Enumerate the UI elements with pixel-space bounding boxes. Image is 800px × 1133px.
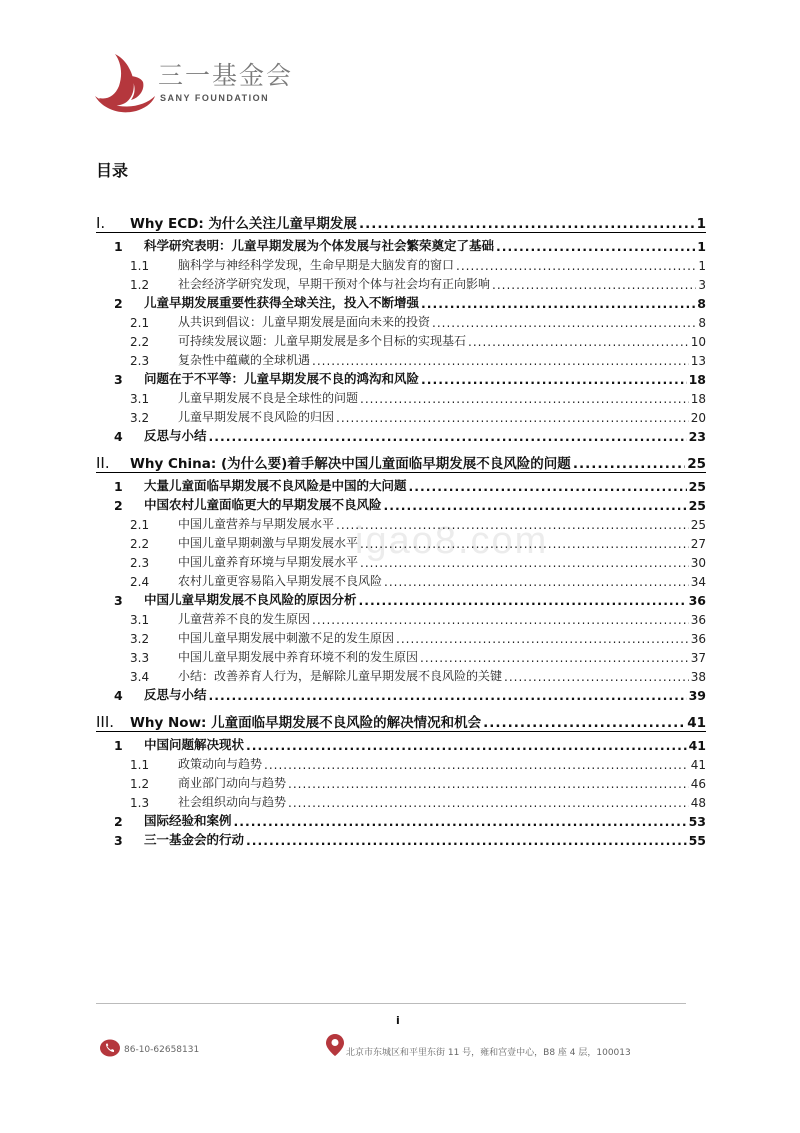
toc-entry-page: 18 bbox=[690, 392, 706, 406]
toc-entry-page: 1 bbox=[696, 216, 706, 232]
toc-title: 目录 bbox=[96, 161, 129, 180]
toc-entry-number: II. bbox=[96, 454, 110, 472]
toc-dot-leader bbox=[312, 615, 689, 627]
toc-entry-level2[interactable] bbox=[96, 292, 706, 311]
toc-entry-page: 36 bbox=[688, 593, 706, 608]
toc-entry-level3[interactable] bbox=[96, 387, 706, 406]
toc-dot-leader bbox=[360, 539, 689, 551]
toc-entry-number: 2.3 bbox=[130, 354, 150, 368]
toc-entry-level2[interactable] bbox=[96, 494, 706, 513]
toc-entry-number: 2.2 bbox=[130, 537, 150, 551]
toc-dot-leader bbox=[359, 596, 687, 609]
toc-dot-leader bbox=[421, 375, 687, 388]
toc-entry-level2[interactable] bbox=[96, 368, 706, 387]
toc-dot-leader bbox=[312, 356, 689, 368]
toc-entry-level2[interactable] bbox=[96, 684, 706, 703]
toc-entry-level3[interactable] bbox=[96, 532, 706, 551]
toc-entry-number: 4 bbox=[114, 429, 123, 444]
footer-address: 北京市东城区和平里东街 11 号，雍和宫壹中心，B8 座 4 层，100013 bbox=[346, 1048, 631, 1058]
toc-entry-title: 问题在于不平等：儿童早期发展不良的鸿沟和风险 bbox=[144, 371, 420, 386]
toc-entry-title: 三一基金会的行动 bbox=[144, 832, 245, 847]
toc-dot-leader bbox=[496, 242, 695, 255]
toc-dot-leader bbox=[504, 672, 689, 684]
toc-entry-page: 18 bbox=[688, 372, 706, 387]
toc-entry-title: 复杂性中蕴藏的全球机遇 bbox=[178, 353, 311, 367]
toc-entry-level2[interactable] bbox=[96, 589, 706, 608]
toc-entry-level2[interactable] bbox=[96, 734, 706, 753]
page-number: i bbox=[396, 1014, 400, 1027]
toc-entry-level1[interactable] bbox=[96, 709, 706, 732]
toc-entry-title: 中国儿童早期发展中养育环境不利的发生原因 bbox=[178, 650, 419, 664]
toc-entry-level2[interactable] bbox=[96, 235, 706, 254]
toc-dot-leader bbox=[360, 558, 689, 570]
toc-entry-level3[interactable] bbox=[96, 551, 706, 570]
toc-entry-page: 36 bbox=[690, 632, 706, 646]
toc-dot-leader bbox=[483, 718, 685, 732]
toc-entry-page: 46 bbox=[690, 777, 706, 791]
footer-divider bbox=[96, 1003, 686, 1004]
toc-entry-number: 1.1 bbox=[130, 758, 150, 772]
toc-entry-number: 3.2 bbox=[130, 632, 150, 646]
toc-dot-leader bbox=[209, 691, 687, 704]
toc-entry-title: 儿童早期发展重要性获得全球关注，投入不断增强 bbox=[144, 295, 420, 310]
toc-entry-title: 国际经验和案例 bbox=[144, 813, 232, 828]
toc-entry-page: 23 bbox=[688, 429, 706, 444]
phone-icon bbox=[100, 1039, 120, 1057]
toc-entry-number: 3.3 bbox=[130, 651, 150, 665]
logo-chinese-name: 三一基金会 bbox=[158, 61, 294, 90]
toc-entry-number: 1.2 bbox=[130, 777, 150, 791]
toc-entry-title: 儿童早期发展不良是全球性的问题 bbox=[178, 391, 359, 405]
toc-dot-leader bbox=[246, 741, 687, 754]
toc-entry-page: 25 bbox=[688, 479, 706, 494]
toc-entry-number: 4 bbox=[114, 688, 123, 703]
toc-entry-level3[interactable] bbox=[96, 273, 706, 292]
toc-entry-page: 25 bbox=[690, 518, 706, 532]
toc-entry-level2[interactable] bbox=[96, 810, 706, 829]
toc-entry-number: 1 bbox=[114, 479, 123, 494]
toc-dot-leader bbox=[456, 261, 696, 273]
toc-entry-title: 中国问题解决现状 bbox=[144, 737, 245, 752]
toc-entry-page: 39 bbox=[688, 688, 706, 703]
toc-dot-leader bbox=[432, 318, 696, 330]
toc-entry-level3[interactable] bbox=[96, 665, 706, 684]
toc-entry-level3[interactable] bbox=[96, 330, 706, 349]
toc-entry-title: 中国儿童养育环境与早期发展水平 bbox=[178, 555, 359, 569]
toc-entry-title: 从共识到倡议：儿童早期发展是面向未来的投资 bbox=[178, 315, 431, 329]
toc-entry-page: 48 bbox=[690, 796, 706, 810]
toc-entry-number: 2 bbox=[114, 296, 123, 311]
toc-dot-leader bbox=[209, 432, 687, 445]
toc-entry-title: Why China: (为什么要)着手解决中国儿童面临早期发展不良风险的问题 bbox=[130, 456, 571, 472]
toc-entry-page: 37 bbox=[690, 651, 706, 665]
toc-entry-level3[interactable] bbox=[96, 753, 706, 772]
toc-entry-title: 儿童营养不良的发生原因 bbox=[178, 612, 311, 626]
toc-dot-leader bbox=[288, 798, 689, 810]
toc-entry-page: 53 bbox=[688, 814, 706, 829]
toc-dot-leader bbox=[288, 779, 689, 791]
toc-entry-number: 1.3 bbox=[130, 796, 150, 810]
toc-entry-page: 41 bbox=[688, 738, 706, 753]
toc-entry-level3[interactable] bbox=[96, 349, 706, 368]
toc-entry-level3[interactable] bbox=[96, 791, 706, 810]
toc-entry-number: 2.3 bbox=[130, 556, 150, 570]
toc-entry-title: 反思与小结 bbox=[144, 428, 207, 443]
toc-entry-page: 27 bbox=[690, 537, 706, 551]
toc-dot-leader bbox=[234, 817, 687, 830]
toc-entry-level3[interactable] bbox=[96, 311, 706, 330]
toc-entry-page: 8 bbox=[697, 296, 706, 311]
toc-entry-number: 3 bbox=[114, 593, 123, 608]
toc-entry-title: 可持续发展议题：儿童早期发展是多个目标的实现基石 bbox=[178, 334, 467, 348]
toc-entry-number: 3.1 bbox=[130, 392, 150, 406]
toc-entry-title: 政策动向与趋势 bbox=[178, 757, 263, 771]
toc-entry-title: 社会经济学研究发现，早期干预对个体与社会均有正向影响 bbox=[178, 277, 491, 291]
toc-dot-leader bbox=[359, 219, 695, 233]
toc-entry-number: 2 bbox=[114, 814, 123, 829]
toc-entry-number: 2 bbox=[114, 498, 123, 513]
toc-entry-page: 1 bbox=[698, 259, 706, 273]
toc-dot-leader bbox=[396, 634, 689, 646]
toc-entry-page: 25 bbox=[687, 456, 706, 472]
toc-dot-leader bbox=[468, 337, 689, 349]
toc-entry-number: 3.1 bbox=[130, 613, 150, 627]
toc-dot-leader bbox=[264, 760, 689, 772]
toc-entry-level1[interactable] bbox=[96, 450, 706, 473]
toc-entry-number: 1 bbox=[114, 239, 123, 254]
toc-entry-page: 36 bbox=[690, 613, 706, 627]
toc-entry-page: 25 bbox=[688, 498, 706, 513]
toc-entry-number: 3 bbox=[114, 833, 123, 848]
toc-entry-level2[interactable] bbox=[96, 475, 706, 494]
toc-entry-level1[interactable] bbox=[96, 210, 706, 233]
toc-entry-title: Why Now: 儿童面临早期发展不良风险的解决情况和机会 bbox=[130, 715, 482, 731]
toc-entry-title: 脑科学与神经科学发现，生命早期是大脑发育的窗口 bbox=[178, 258, 455, 272]
toc-entry-page: 8 bbox=[698, 316, 706, 330]
toc-entry-page: 10 bbox=[690, 335, 706, 349]
toc-entry-title: 大量儿童面临早期发展不良风险是中国的大问题 bbox=[144, 478, 407, 493]
toc-entry-level3[interactable] bbox=[96, 406, 706, 425]
toc-dot-leader bbox=[573, 459, 685, 473]
toc-dot-leader bbox=[246, 836, 687, 849]
toc-entry-level3[interactable] bbox=[96, 772, 706, 791]
toc-entry-level3[interactable] bbox=[96, 570, 706, 589]
toc-entry-page: 41 bbox=[690, 758, 706, 772]
toc-entry-number: 2.1 bbox=[130, 518, 150, 532]
toc-dot-leader bbox=[409, 482, 687, 495]
toc-entry-page: 20 bbox=[690, 411, 706, 425]
toc-entry-page: 38 bbox=[690, 670, 706, 684]
toc-entry-number: III. bbox=[96, 713, 115, 731]
toc-entry-title: 商业部门动向与趋势 bbox=[178, 776, 287, 790]
toc-entry-page: 13 bbox=[690, 354, 706, 368]
toc-entry-number: 3.4 bbox=[130, 670, 150, 684]
toc-entry-title: Why ECD: 为什么关注儿童早期发展 bbox=[130, 216, 357, 232]
toc-entry-title: 中国儿童早期发展中刺激不足的发生原因 bbox=[178, 631, 395, 645]
toc-entry-level3[interactable] bbox=[96, 627, 706, 646]
toc-entry-title: 农村儿童更容易陷入早期发展不良风险 bbox=[178, 574, 383, 588]
toc-dot-leader bbox=[384, 577, 689, 589]
toc-entry-level3[interactable] bbox=[96, 646, 706, 665]
toc-entry-number: 2.2 bbox=[130, 335, 150, 349]
toc-entry-number: 1 bbox=[114, 738, 123, 753]
sany-logo-icon bbox=[93, 52, 157, 116]
toc-dot-leader bbox=[360, 394, 689, 406]
toc-entry-number: 2.4 bbox=[130, 575, 150, 589]
toc-entry-title: 中国儿童早期刺激与早期发展水平 bbox=[178, 536, 359, 550]
toc-entry-level3[interactable] bbox=[96, 608, 706, 627]
toc-entry-page: 34 bbox=[690, 575, 706, 589]
toc-entry-number: I. bbox=[96, 214, 106, 232]
toc-entry-page: 55 bbox=[688, 833, 706, 848]
toc-entry-number: 3.2 bbox=[130, 411, 150, 425]
toc-dot-leader bbox=[336, 413, 689, 425]
toc-entry-page: 3 bbox=[698, 278, 706, 292]
location-pin-icon bbox=[326, 1034, 344, 1056]
toc-entry-number: 3 bbox=[114, 372, 123, 387]
toc-dot-leader bbox=[421, 299, 695, 312]
toc-entry-title: 儿童早期发展不良风险的归因 bbox=[178, 410, 335, 424]
toc-entry-level2[interactable] bbox=[96, 425, 706, 444]
toc-entry-title: 中国儿童早期发展不良风险的原因分析 bbox=[144, 592, 357, 607]
toc-entry-level3[interactable] bbox=[96, 254, 706, 273]
toc-entry-number: 1.2 bbox=[130, 278, 150, 292]
toc-entry-title: 中国农村儿童面临更大的早期发展不良风险 bbox=[144, 497, 382, 512]
toc-dot-leader bbox=[336, 520, 689, 532]
toc-entry-number: 2.1 bbox=[130, 316, 150, 330]
toc-entry-page: 30 bbox=[690, 556, 706, 570]
watermark: igao8.com bbox=[355, 520, 549, 562]
toc-entry-page: 41 bbox=[687, 715, 706, 731]
footer-phone: 86-10-62658131 bbox=[124, 1045, 200, 1055]
toc-entry-level2[interactable] bbox=[96, 829, 706, 848]
toc-entry-title: 反思与小结 bbox=[144, 687, 207, 702]
toc-dot-leader bbox=[492, 280, 696, 292]
toc-entry-title: 科学研究表明：儿童早期发展为个体发展与社会繁荣奠定了基础 bbox=[144, 238, 495, 253]
toc-entry-title: 社会组织动向与趋势 bbox=[178, 795, 287, 809]
logo-english-name: SANY FOUNDATION bbox=[160, 93, 270, 103]
toc-entry-title: 中国儿童营养与早期发展水平 bbox=[178, 517, 335, 531]
toc-entry-level3[interactable] bbox=[96, 513, 706, 532]
toc-entry-number: 1.1 bbox=[130, 259, 150, 273]
toc-entry-title: 小结：改善养育人行为，是解除儿童早期发展不良风险的关键 bbox=[178, 669, 503, 683]
toc-dot-leader bbox=[420, 653, 689, 665]
toc-dot-leader bbox=[384, 501, 687, 514]
toc-entry-page: 1 bbox=[697, 239, 706, 254]
